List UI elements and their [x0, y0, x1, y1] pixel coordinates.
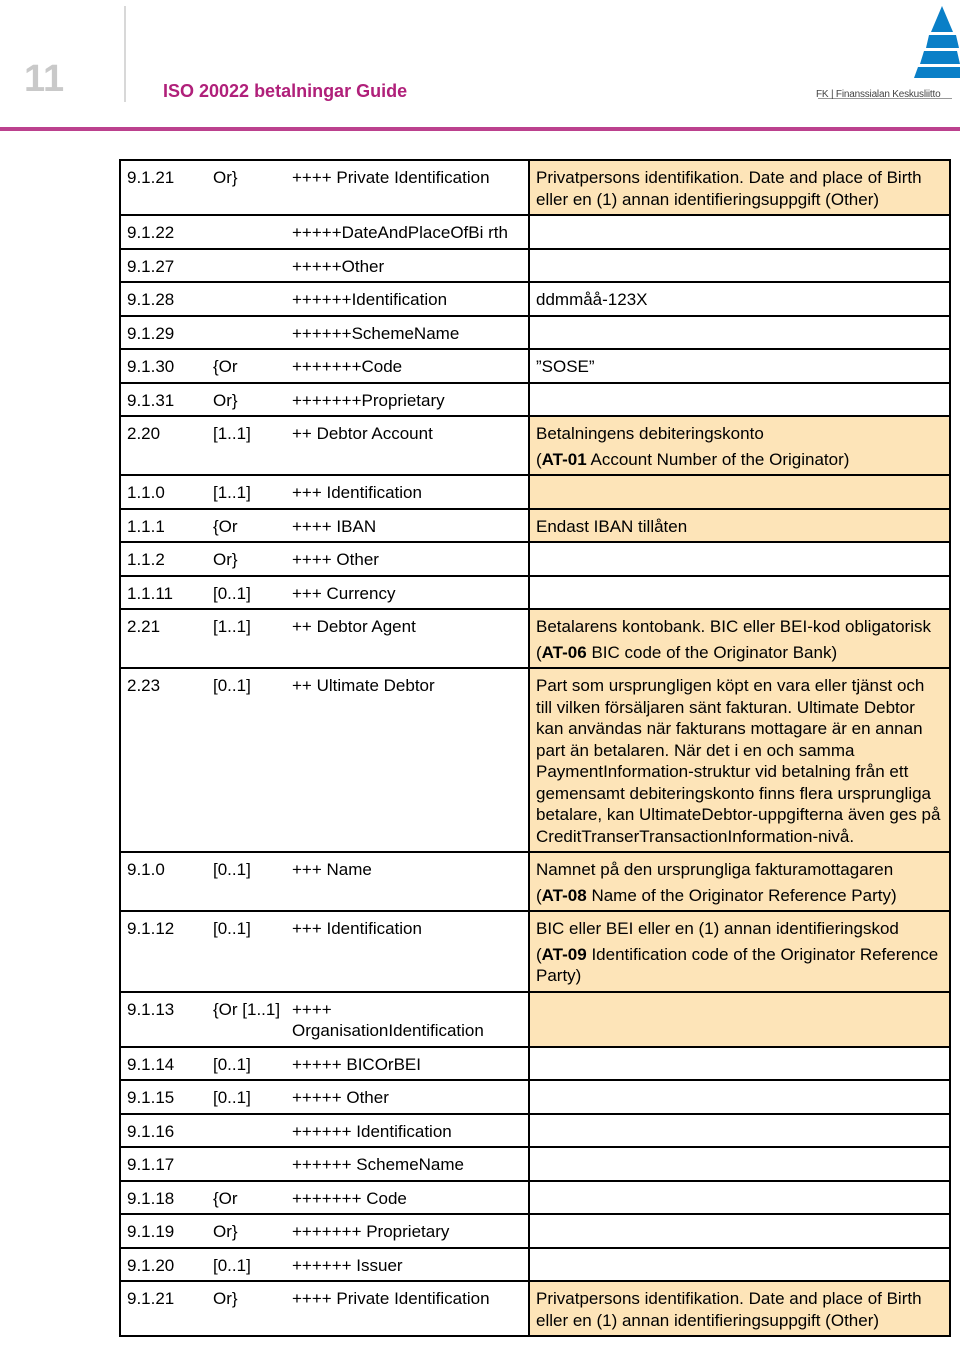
table-row [120, 349, 950, 383]
table-row [120, 668, 950, 852]
table-row [120, 1114, 950, 1148]
row-multiplicity: {Or [213, 509, 292, 543]
row-multiplicity: [1..1] [213, 609, 292, 668]
description-text: Endast IBAN tillåten [536, 516, 688, 536]
row-description [529, 349, 950, 383]
row-multiplicity [213, 1114, 292, 1148]
description-text: Betalarens kontobank. BIC eller BEI-kod obligatorisk [536, 617, 931, 636]
description-text: Privatpersons identifikation. Date and place of Birth eller en (1) annan identifieringsuppgift (Other) [536, 168, 922, 209]
row-element: +++ Name [292, 852, 529, 911]
table-row [120, 509, 950, 543]
row-description [529, 992, 950, 1047]
row-element: ++++++SchemeName [292, 316, 529, 350]
row-number: 9.1.18 [120, 1181, 213, 1215]
table-row [120, 542, 950, 576]
row-description [529, 249, 950, 283]
row-element: ++++++ Identification [292, 1114, 529, 1148]
row-element: ++++ IBAN [292, 509, 529, 543]
row-element: ++++ Private Identification [292, 160, 529, 215]
row-description [529, 282, 950, 316]
description-text: ddmmåå-123X [536, 290, 648, 309]
row-element: ++++ Other [292, 542, 529, 576]
table-row [120, 852, 950, 911]
row-description [529, 1214, 950, 1248]
row-number: 9.1.27 [120, 249, 213, 283]
row-multiplicity [213, 1147, 292, 1181]
row-number: 1.1.0 [120, 475, 213, 509]
row-description [529, 1114, 950, 1148]
row-number: 2.23 [120, 668, 213, 852]
table-row [120, 609, 950, 668]
row-multiplicity: {Or [1..1] [213, 992, 292, 1047]
row-element: +++ Identification [292, 911, 529, 992]
row-number: 9.1.28 [120, 282, 213, 316]
row-number: 2.20 [120, 416, 213, 475]
table-row [120, 1080, 950, 1114]
table-row [120, 282, 950, 316]
row-multiplicity: [0..1] [213, 576, 292, 610]
row-element: +++++++Code [292, 349, 529, 383]
row-multiplicity: {Or [213, 349, 292, 383]
row-number: 9.1.13 [120, 992, 213, 1047]
row-element: ++++++Identification [292, 282, 529, 316]
row-element: ++++++ SchemeName [292, 1147, 529, 1181]
row-number: 9.1.15 [120, 1080, 213, 1114]
header-separator [124, 6, 126, 102]
annex-description: Account Number of the Originator) [586, 449, 850, 469]
row-description: BIC eller BEI eller en (1) annan identifieringskod (AT-09 Identification code of the Originator Reference Party) [529, 911, 950, 992]
row-number: 1.1.1 [120, 509, 213, 543]
table-row [120, 1047, 950, 1081]
row-number: 1.1.2 [120, 542, 213, 576]
description-text: Privatpersons identifikation. Date and place of Birth eller en (1) annan identifieringsuppgift (Other) [536, 1289, 922, 1330]
row-number: 9.1.29 [120, 316, 213, 350]
table-row [120, 992, 950, 1047]
annex-description: Name of the Originator Reference Party) [586, 885, 897, 905]
row-description: Betalarens kontobank. BIC eller BEI-kod obligatorisk (AT-06 BIC code of the Originator Bank) [529, 609, 950, 668]
annex-description: Identification code of the Originator Reference Party) [536, 944, 939, 985]
description-text: Part som ursprungligen köpt en vara eller tjänst och till vilken försäljaren sänt fakturan. Ultimate Debtor kan användas när fakturans mottagare är en annan part än betalaren. När det i en och samma PaymentInformation-struktur vid betalning från ett gemensamt debiteringskonto finns flera ursprungliga betalare, kan UltimateDebtor-uppgifterna även ges på CreditTranserTransactionInformation-nivå. [536, 676, 941, 846]
row-element: ++ Ultimate Debtor [292, 668, 529, 852]
row-element: +++++++Proprietary [292, 383, 529, 417]
row-multiplicity: Or} [213, 542, 292, 576]
row-number: 9.1.12 [120, 911, 213, 992]
page-number: 11 [24, 58, 65, 100]
row-multiplicity: [0..1] [213, 1248, 292, 1282]
row-number: 9.1.31 [120, 383, 213, 417]
row-multiplicity: [0..1] [213, 1080, 292, 1114]
row-number: 9.1.21 [120, 160, 213, 215]
table-row [120, 160, 950, 215]
row-multiplicity: Or} [213, 1214, 292, 1248]
row-description [529, 160, 950, 215]
row-multiplicity: Or} [213, 383, 292, 417]
row-multiplicity [213, 249, 292, 283]
row-number: 1.1.11 [120, 576, 213, 610]
row-description [529, 542, 950, 576]
annex-code: AT-01 [541, 449, 587, 469]
row-description [529, 383, 950, 417]
description-text: BIC eller BEI eller en (1) annan identifieringskod [536, 919, 899, 938]
row-description: Betalningens debiteringskonto (AT-01 Account Number of the Originator) [529, 416, 950, 475]
table-row [120, 911, 950, 992]
row-number: 9.1.19 [120, 1214, 213, 1248]
row-description [529, 668, 950, 852]
row-description [529, 1080, 950, 1114]
row-multiplicity: {Or [213, 1181, 292, 1215]
row-multiplicity: [0..1] [213, 911, 292, 992]
table-row [120, 1147, 950, 1181]
table-row [120, 416, 950, 475]
annex-description: BIC code of the Originator Bank) [586, 642, 838, 662]
row-element: +++++ BICOrBEI [292, 1047, 529, 1081]
row-description [529, 1281, 950, 1336]
row-number: 9.1.30 [120, 349, 213, 383]
description-text: ”SOSE” [536, 357, 595, 376]
header-rule [0, 127, 960, 131]
table-row [120, 1281, 950, 1336]
description-text: Namnet på den ursprungliga fakturamottagaren [536, 860, 894, 879]
row-element: +++++Other [292, 249, 529, 283]
row-multiplicity: [0..1] [213, 852, 292, 911]
row-number: 9.1.22 [120, 215, 213, 249]
row-multiplicity: [0..1] [213, 668, 292, 852]
page-title: ISO 20022 betalningar Guide [163, 81, 408, 101]
row-description [529, 1181, 950, 1215]
row-number: 9.1.17 [120, 1147, 213, 1181]
row-element: +++++++ Code [292, 1181, 529, 1215]
row-description [529, 215, 950, 249]
row-element: ++++ OrganisationIdentification [292, 992, 529, 1047]
row-number: 9.1.21 [120, 1281, 213, 1336]
description-text: Betalningens debiteringskonto [536, 424, 764, 443]
annex-code: AT-08 [541, 885, 587, 905]
row-description [529, 576, 950, 610]
row-element: +++++DateAndPlaceOfBi rth [292, 215, 529, 249]
row-element: ++++ Private Identification [292, 1281, 529, 1336]
row-number: 9.1.0 [120, 852, 213, 911]
row-description [529, 509, 950, 543]
table-row [120, 215, 950, 249]
row-number: 9.1.20 [120, 1248, 213, 1282]
row-description [529, 475, 950, 509]
table-row [120, 1248, 950, 1282]
row-multiplicity [213, 215, 292, 249]
row-multiplicity: Or} [213, 160, 292, 215]
row-description [529, 1147, 950, 1181]
row-multiplicity [213, 316, 292, 350]
row-multiplicity: [1..1] [213, 475, 292, 509]
row-description: Namnet på den ursprungliga fakturamottagaren (AT-08 Name of the Originator Reference Party) [529, 852, 950, 911]
row-description [529, 1047, 950, 1081]
table-row [120, 1214, 950, 1248]
row-description [529, 316, 950, 350]
row-number: 9.1.14 [120, 1047, 213, 1081]
table-row [120, 383, 950, 417]
row-element: +++ Identification [292, 475, 529, 509]
table-row [120, 249, 950, 283]
spec-table [119, 159, 951, 1337]
annex-code: AT-09 [541, 944, 587, 964]
row-description [529, 1248, 950, 1282]
row-number: 2.21 [120, 609, 213, 668]
row-multiplicity [213, 282, 292, 316]
row-element: +++++ Other [292, 1080, 529, 1114]
annex-code: AT-06 [541, 642, 587, 662]
row-element: +++++++ Proprietary [292, 1214, 529, 1248]
row-number: 9.1.16 [120, 1114, 213, 1148]
row-element: +++ Currency [292, 576, 529, 610]
row-multiplicity: Or} [213, 1281, 292, 1336]
row-element: ++++++ Issuer [292, 1248, 529, 1282]
table-row [120, 1181, 950, 1215]
row-multiplicity: [1..1] [213, 416, 292, 475]
table-row [120, 576, 950, 610]
row-element: ++ Debtor Account [292, 416, 529, 475]
logo-text: FK | Finanssialan Keskusliitto [816, 89, 941, 100]
row-multiplicity: [0..1] [213, 1047, 292, 1081]
table-row [120, 316, 950, 350]
row-element: ++ Debtor Agent [292, 609, 529, 668]
table-row [120, 475, 950, 509]
